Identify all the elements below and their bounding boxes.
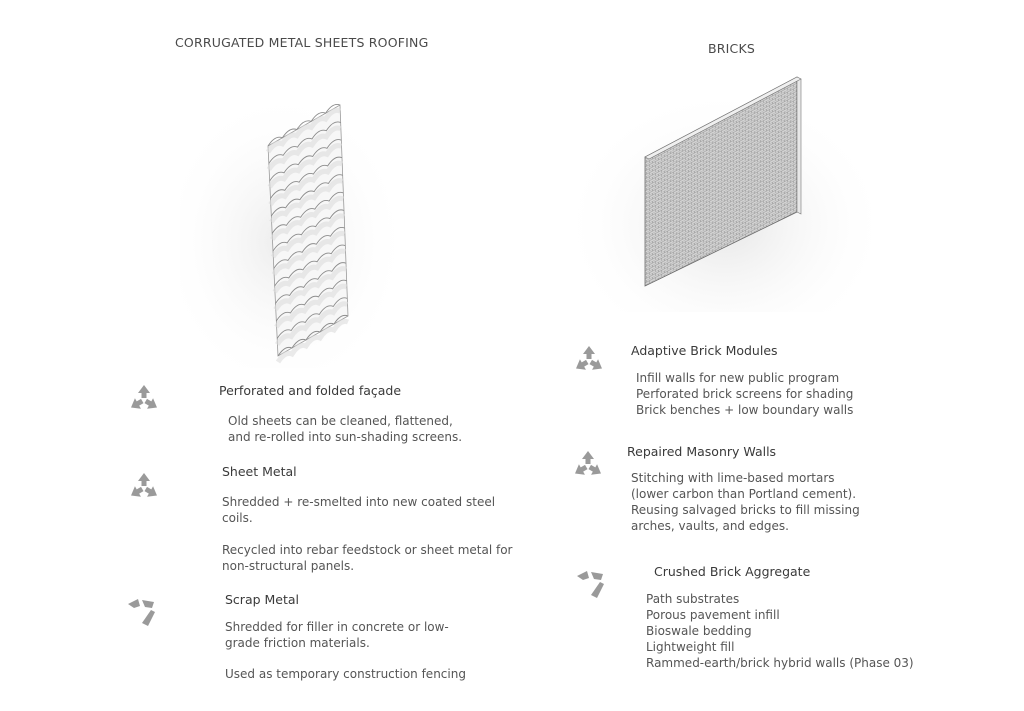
partial-recycle-icon: [573, 566, 609, 602]
right-column-title: BRICKS: [708, 41, 756, 56]
section-text-scrap-metal-2: Used as temporary construction fencing: [225, 667, 466, 681]
brick-wall-render: [575, 62, 875, 312]
recycle-icon: [571, 342, 607, 378]
recycle-icon: [570, 447, 606, 483]
recycle-icon: [126, 469, 162, 505]
section-heading-facade: Perforated and folded façade: [219, 383, 402, 398]
corrugated-sheet-render: [180, 88, 410, 368]
section-text-facade: Old sheets can be cleaned, flattened, and re-rolled into sun-shading screens.: [228, 414, 463, 444]
section-heading-scrap-metal: Scrap Metal: [225, 592, 300, 607]
section-text-crushed-brick: Path substrates Porous pavement infill Bioswale bedding Lightweight fill Rammed-earth/brick hybrid walls (Phase 03): [646, 592, 914, 670]
section-heading-adaptive-brick: Adaptive Brick Modules: [631, 343, 778, 358]
partial-recycle-icon: [124, 594, 160, 630]
section-text-sheet-metal-2: Recycled into rebar feedstock or sheet metal for non-structural panels.: [222, 543, 513, 573]
section-text-sheet-metal-1: Shredded + re-smelted into new coated steel coils.: [222, 495, 496, 525]
section-text-adaptive-brick: Infill walls for new public program Perforated brick screens for shading Brick benches + low boundary walls: [636, 371, 854, 417]
section-heading-crushed-brick: Crushed Brick Aggregate: [654, 564, 811, 579]
section-heading-repaired-masonry: Repaired Masonry Walls: [627, 444, 777, 459]
corrugated-sheet-shape: [268, 104, 348, 362]
left-column-title: CORRUGATED METAL SHEETS ROOFING: [175, 35, 429, 50]
section-heading-sheet-metal: Sheet Metal: [222, 464, 297, 479]
section-text-scrap-metal-1: Shredded for filler in concrete or low- grade friction materials.: [225, 620, 449, 650]
recycle-icon: [126, 381, 162, 417]
section-text-repaired-masonry: Stitching with lime-based mortars (lower carbon than Portland cement). Reusing salvaged bricks to fill missing arches, vaults, and edges.: [631, 471, 860, 533]
